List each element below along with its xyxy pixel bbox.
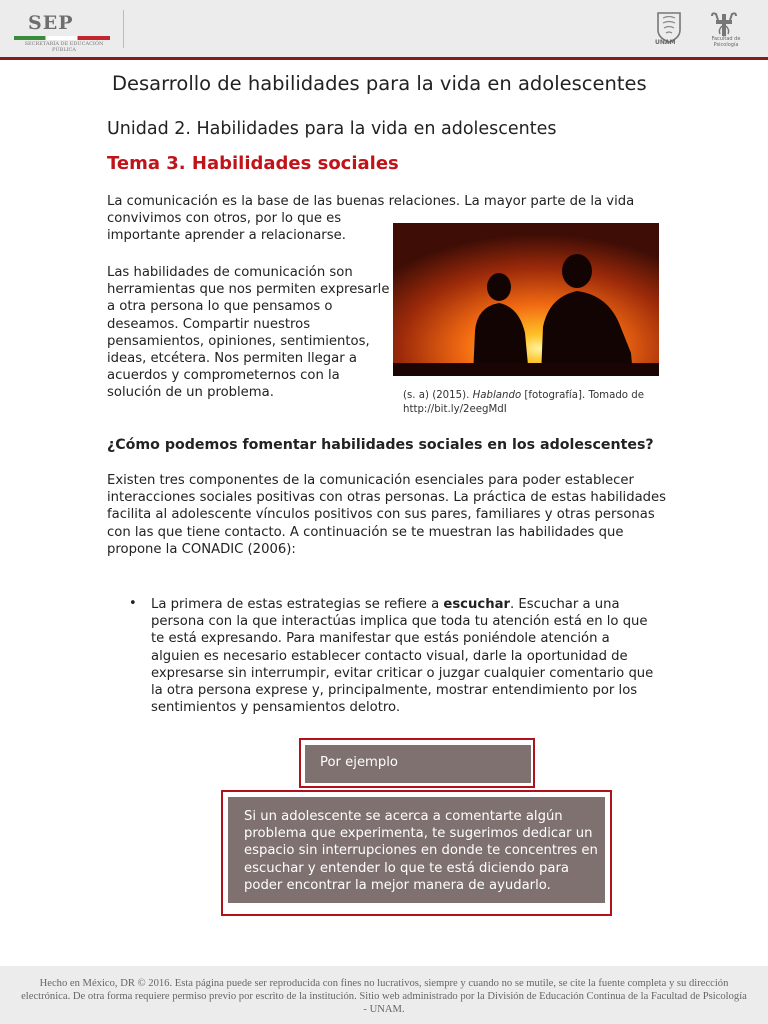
example-label: Por ejemplo [320,755,399,770]
caption-prefix: (s. a) (2015). [403,390,473,401]
bullet-listening [151,596,661,716]
unam-label: UNAM [655,39,676,46]
bullet-icon: • [129,596,137,611]
footer-copyright: Hecho en México, DR © 2016. Esta página puede ser reproducida con fines no lucrativos, siempre y cuando no se mutile, se cite la fuente completa y su dirección electrónica. De otra forma requiere permiso previo por escrito de la institución. Sitio web administrado por la División de Educación Continua de la Facultad de Psicología - UNAM. [21,978,747,1016]
sep-logo-text: SEP [28,12,74,34]
photo-caption [403,389,663,416]
caption-title: Hablando [472,390,522,401]
topic-heading: Tema 3. Habilidades sociales [107,153,399,174]
section-subheading: ¿Cómo podemos fomentar habilidades sociales en los adolescentes? [107,437,654,453]
bullet-keyword: escuchar [443,597,510,612]
paragraph-intro-line1: La comunicación es la base de las buenas relaciones. La mayor parte de la vida [107,194,635,209]
header-divider [0,57,768,60]
bullet-text-start: La primera de estas estrategias se refiere a [151,597,444,612]
paragraph-components: Existen tres componentes de la comunicación esenciales para poder establecer interacciones sociales positivas con otras personas. La práctica de estas habilidades facilita al adolescente vínculos positivos con sus pares, familiares y otras personas con las que tiene contacto. A continuación se te muestran las habilidades que propone la CONADIC (2006): [107,473,667,557]
unit-heading: Unidad 2. Habilidades para la vida en adolescentes [107,119,557,139]
faculty-label: Facultad de Psicología [711,36,741,48]
document-title: Desarrollo de habilidades para la vida en adolescentes [112,72,647,95]
bullet-text-end: . Escuchar a una persona con la que interactúas implica que toda tu atención está en lo que te está expresando. Para manifestar que estás poniéndole atención a alguien es necesario establecer contacto visual, darle la oportunidad de expresarse sin interrumpir, evitar criticar o juzgar cualquier comentario que la otra persona exprese y, principalmente, mostrar entendimiento por los sentimientos y pensamientos delotro. [151,597,654,716]
caption-suffix: [fotografía]. Tomado de http://bit.ly/2eegMdI [403,390,645,415]
sep-logo-subtitle: SECRETARÍA DE EDUCACIÓN PÚBLICA [24,41,104,53]
paragraph-communication-skills: Las habilidades de comunicación son herramientas que nos permiten expresarle a otra persona lo que pensamos o deseamos. Compartir nuestros pensamientos, opiniones, sentimientos, ideas, etcétera. Nos permiten llegar a acuerdos y comprometernos con la solución de un problema. [107,265,390,401]
sep-logo-stripe [14,36,110,40]
sunset-silhouette-photo [393,223,659,376]
example-text: Si un adolescente se acerca a comentarte algún problema que experimenta, te sugerimos dedicar un espacio sin interrupciones en donde te concentres en escuchar y entender lo que te está diciendo para poder encontrar la mejor manera de ayudarlo. [244,809,598,893]
paragraph-intro-rest: convivimos con otros, por lo que es importante aprender a relacionarse. [107,211,346,244]
sep-logo [14,8,122,52]
logo-separator [123,10,124,48]
